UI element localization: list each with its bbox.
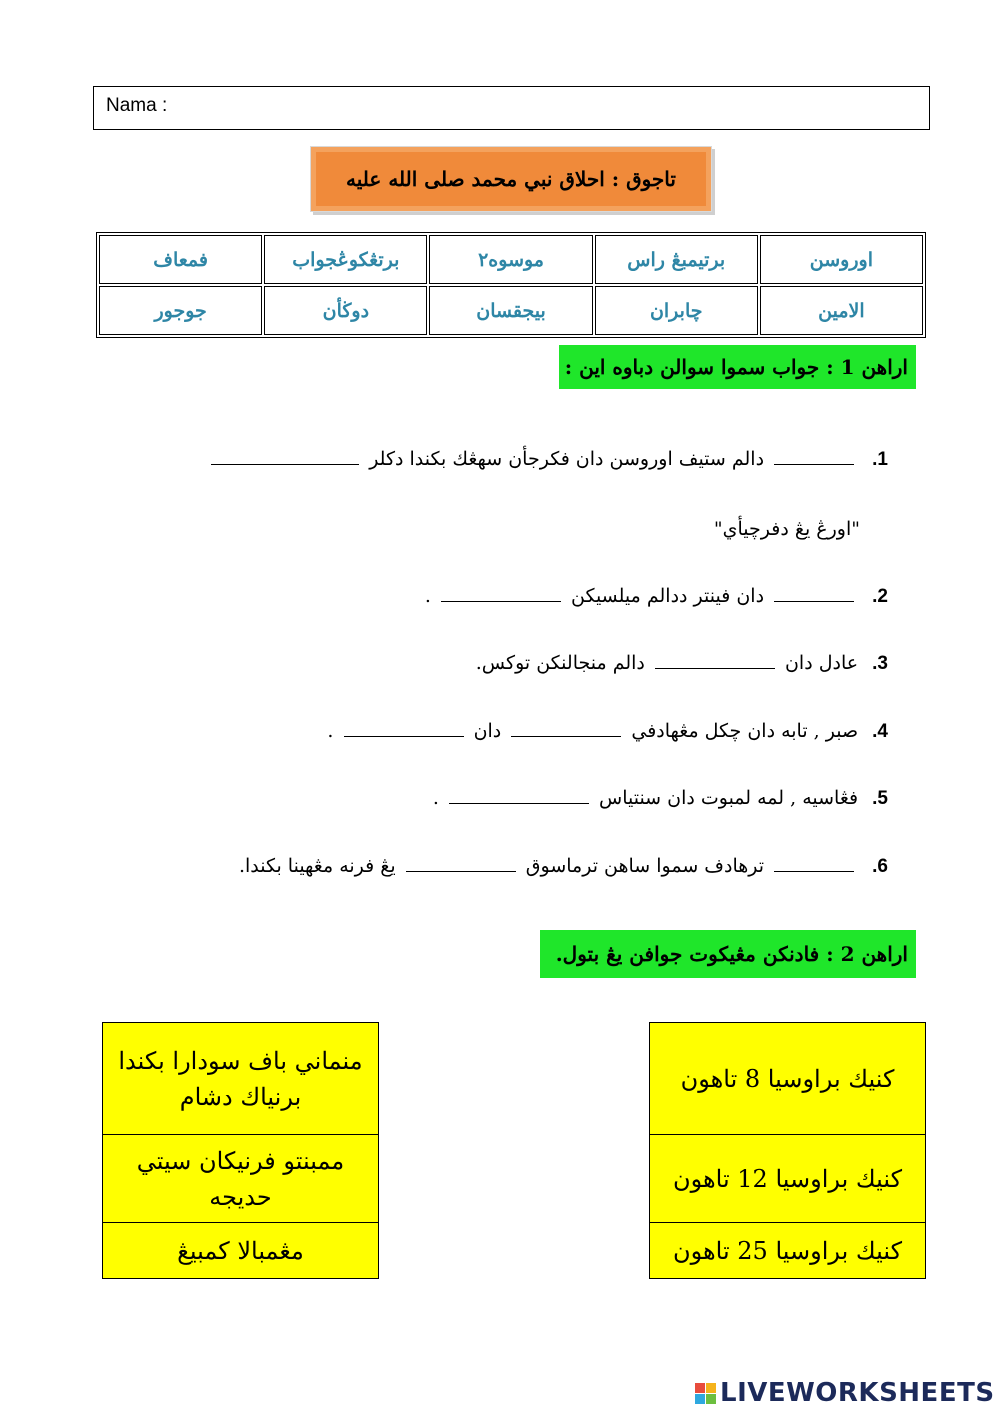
question-6 xyxy=(239,855,888,878)
match-item[interactable]: کنيك براوسيا 8 تاهون xyxy=(650,1023,925,1135)
word-bank-cell: دوڬأن xyxy=(264,286,427,335)
answer-blank[interactable] xyxy=(774,463,854,465)
answer-blank[interactable] xyxy=(774,870,854,872)
liveworksheets-logo-icon xyxy=(695,1383,716,1404)
question-2 xyxy=(425,585,888,608)
word-bank-row xyxy=(99,286,923,335)
question-3 xyxy=(476,652,888,675)
answer-blank[interactable] xyxy=(655,667,775,669)
word-bank-table xyxy=(96,232,926,338)
question-text: دالم ستيف اوروسن دان فكرجأن سهڠك بکندا دکلر xyxy=(369,448,765,470)
title-banner xyxy=(310,146,712,212)
question-end: . xyxy=(327,720,334,742)
match-item[interactable]: مڠمبالا کمبيڠ xyxy=(103,1223,378,1278)
page-title: تاجوق : احلاق نبي محمد صلى الله عليه xyxy=(316,152,706,206)
question-text: دان فينتر ددالم ميلسيکن xyxy=(570,585,765,607)
question-text: دان xyxy=(473,720,502,742)
question-5 xyxy=(433,787,888,810)
footer-brand xyxy=(695,1376,995,1410)
question-text: يڠ فرنه مڠهينا بکندا. xyxy=(238,855,396,877)
question-number: 4. xyxy=(872,721,888,742)
question-number: 5. xyxy=(872,788,888,809)
question-text: صبر , تابه دان چکل مڠهادفي xyxy=(631,720,859,742)
name-label: Nama : xyxy=(106,95,168,116)
word-bank-cell: چابران xyxy=(595,286,758,335)
question-end: . xyxy=(432,787,439,809)
match-item[interactable]: کنيك براوسيا 12 تاهون xyxy=(650,1135,925,1223)
answer-blank[interactable] xyxy=(511,735,621,737)
matching-right-column xyxy=(649,1022,926,1279)
brand-name: LIVEWORKSHEETS xyxy=(720,1378,995,1408)
answer-blank[interactable] xyxy=(774,600,854,602)
question-text: دالم منجالنکن توکس. xyxy=(475,652,645,674)
match-item[interactable]: ممبنتو فرنيكان سيتي حديجه xyxy=(103,1135,378,1223)
match-item[interactable]: کنيك براوسيا 25 تاهون xyxy=(650,1223,925,1278)
word-bank-cell: اوروسن xyxy=(760,235,923,284)
word-bank-cell: برتڠکوڠجواب xyxy=(264,235,427,284)
word-bank-row xyxy=(99,235,923,284)
matching-left-column xyxy=(102,1022,379,1279)
word-bank-cell: برتيمبڠ راس xyxy=(595,235,758,284)
word-bank-cell: فمعاف xyxy=(99,235,262,284)
name-field[interactable] xyxy=(93,86,930,130)
question-1 xyxy=(207,448,888,471)
answer-blank[interactable] xyxy=(441,600,561,602)
answer-blank[interactable] xyxy=(449,802,589,804)
answer-blank[interactable] xyxy=(406,870,516,872)
word-bank-cell: موسوه٢ xyxy=(429,235,592,284)
question-number: 3. xyxy=(872,653,888,674)
word-bank-cell: بيجقسان xyxy=(429,286,592,335)
question-4 xyxy=(327,720,888,743)
question-1-continuation: "اورڠ يڠ دفرچيأي" xyxy=(713,518,860,540)
question-text: عادل دان xyxy=(784,652,859,674)
section-2-heading: اراهن 2 : فادنکن مڠيکوت جوافن يڠ بتول. xyxy=(540,930,916,978)
question-text: فڠاسيه , لمه لمبوت دان سنتياس xyxy=(599,787,859,809)
word-bank-cell: الامين xyxy=(760,286,923,335)
question-number: 1. xyxy=(872,449,888,470)
question-end: . xyxy=(424,585,431,607)
question-number: 2. xyxy=(872,586,888,607)
section-1-heading: اراهن 1 : جواب سموا سوالن دباوه اين : xyxy=(559,345,916,389)
question-number: 6. xyxy=(872,856,888,877)
match-item[interactable]: منماني باف سودارا بکندا برنياك دشام xyxy=(103,1023,378,1135)
word-bank-cell: جوجور xyxy=(99,286,262,335)
answer-blank[interactable] xyxy=(344,735,464,737)
question-text: ترهادف سموا ساهن ترماسوق xyxy=(525,855,765,877)
answer-blank[interactable] xyxy=(211,463,359,465)
